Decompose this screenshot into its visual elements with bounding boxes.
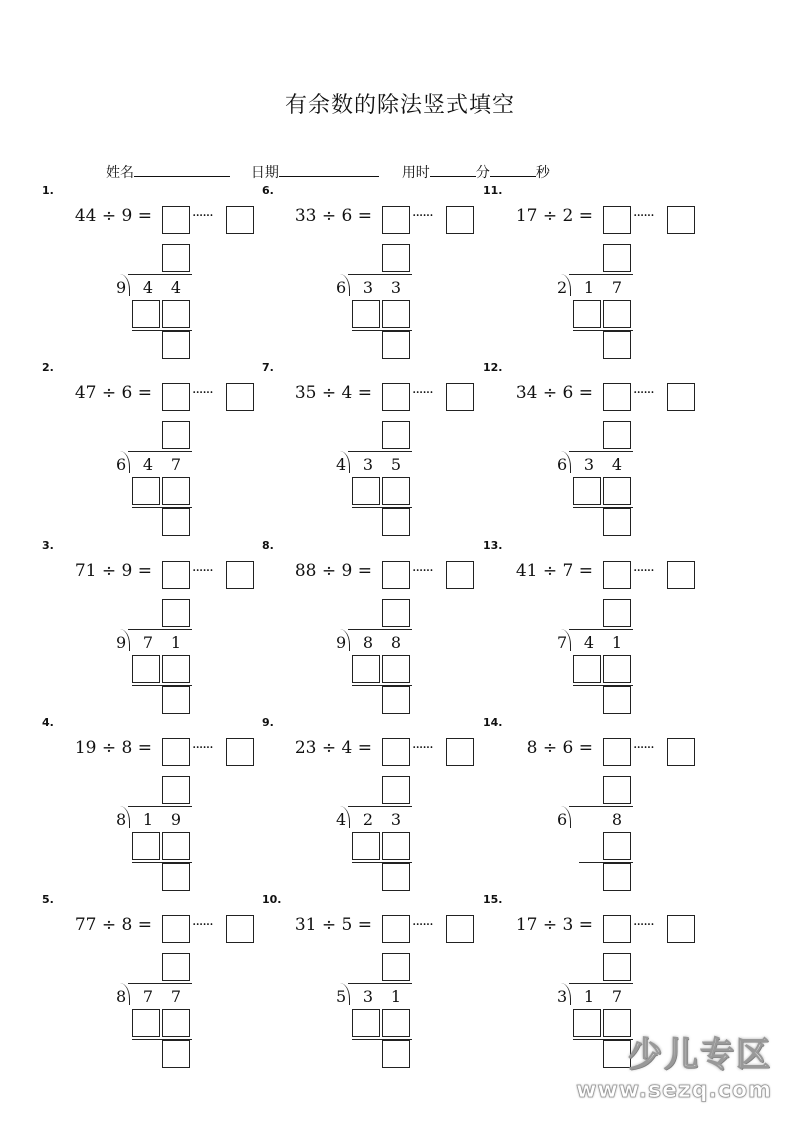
remainder-box[interactable] [162, 863, 190, 891]
divide-sign: ÷ [101, 206, 117, 226]
remainder-answer-box[interactable] [226, 383, 254, 411]
quotient-answer-box[interactable] [603, 561, 631, 589]
quotient-answer-box[interactable] [162, 561, 190, 589]
remainder-answer-box[interactable] [446, 206, 474, 234]
division-bar [569, 451, 633, 452]
division-bracket [340, 629, 350, 651]
quotient-answer-box[interactable] [162, 915, 190, 943]
division-expression [483, 738, 593, 758]
vertical-divisor: 7 [557, 633, 568, 652]
vertical-divisor: 8 [116, 987, 127, 1006]
problem-number: 12. [483, 361, 503, 374]
division-expression [483, 915, 593, 935]
remainder-answer-box[interactable] [446, 561, 474, 589]
division-expression [42, 383, 152, 403]
remainder-dots: ······ [412, 385, 433, 401]
problem-number: 1. [42, 184, 54, 197]
dividend-digit-ones: 9 [170, 810, 182, 829]
dividend-digit-tens: 1 [583, 987, 595, 1006]
dividend-digit-ones: 8 [611, 810, 623, 829]
dividend: 71 [74, 561, 97, 581]
remainder-answer-box[interactable] [226, 561, 254, 589]
vertical-divisor: 9 [116, 633, 127, 652]
division-bracket [561, 806, 571, 828]
divide-sign: ÷ [101, 915, 117, 935]
divide-sign: ÷ [542, 915, 558, 935]
division-bar [128, 274, 192, 275]
division-bracket [120, 983, 130, 1005]
remainder-dots: ······ [192, 740, 213, 756]
dividend: 44 [74, 206, 97, 226]
equals-sign: = [137, 383, 152, 403]
problem-number: 3. [42, 539, 54, 552]
remainder-box[interactable] [603, 686, 631, 714]
product-ones-box[interactable] [603, 300, 631, 328]
date-label: 日期 [250, 165, 279, 181]
dividend-digit-ones: 4 [611, 455, 623, 474]
quotient-answer-box[interactable] [162, 738, 190, 766]
remainder-dots: ······ [412, 208, 433, 224]
problem-number: 11. [483, 184, 503, 197]
division-bar [128, 629, 192, 630]
equals-sign: = [137, 561, 152, 581]
vertical-divisor: 9 [336, 633, 347, 652]
dividend-digit-tens: 1 [583, 278, 595, 297]
divide-sign: ÷ [542, 206, 558, 226]
remainder-dots: ······ [192, 208, 213, 224]
product-ones-box[interactable] [382, 300, 410, 328]
remainder-dots: ······ [192, 917, 213, 933]
equals-sign: = [357, 206, 372, 226]
division-bar [128, 806, 192, 807]
division-expression [262, 206, 372, 226]
problem-14 [483, 716, 723, 891]
division-expression [42, 915, 152, 935]
division-expression [483, 383, 593, 403]
remainder-box[interactable] [162, 331, 190, 359]
product-ones-box[interactable] [382, 832, 410, 860]
divide-sign: ÷ [321, 206, 337, 226]
division-bracket [340, 274, 350, 296]
remainder-box[interactable] [382, 686, 410, 714]
dividend: 88 [294, 561, 317, 581]
problem-8 [262, 539, 502, 714]
equals-sign: = [578, 383, 593, 403]
dividend-digit-tens: 4 [142, 278, 154, 297]
quotient-box[interactable] [603, 599, 631, 627]
remainder-box[interactable] [162, 1040, 190, 1068]
divisor: 6 [341, 206, 353, 226]
dividend-digit-tens: 3 [362, 455, 374, 474]
minute-label: 分 [475, 165, 490, 181]
dividend-digit-ones: 3 [390, 278, 402, 297]
dividend-digit-tens: 8 [362, 633, 374, 652]
dividend-digit-tens: 7 [142, 633, 154, 652]
product-tens-box[interactable] [132, 1009, 160, 1037]
quotient-answer-box[interactable] [382, 206, 410, 234]
vertical-divisor: 6 [116, 455, 127, 474]
problem-number: 6. [262, 184, 274, 197]
division-bracket [561, 983, 571, 1005]
remainder-box[interactable] [603, 331, 631, 359]
division-bar [569, 629, 633, 630]
problem-number: 2. [42, 361, 54, 374]
division-expression [262, 738, 372, 758]
divisor: 3 [562, 915, 574, 935]
time-second-blank[interactable] [490, 164, 536, 177]
divide-sign: ÷ [321, 738, 337, 758]
divide-sign: ÷ [101, 383, 117, 403]
equals-sign: = [357, 915, 372, 935]
dividend: 31 [294, 915, 317, 935]
equals-sign: = [137, 206, 152, 226]
dividend-digit-tens: 4 [142, 455, 154, 474]
dividend: 41 [515, 561, 538, 581]
product-tens-box[interactable] [132, 655, 160, 683]
problem-13 [483, 539, 723, 714]
problem-number: 9. [262, 716, 274, 729]
watermark-logo [576, 1027, 772, 1103]
dividend: 17 [515, 915, 538, 935]
quotient-box[interactable] [603, 776, 631, 804]
divide-sign: ÷ [542, 561, 558, 581]
quotient-answer-box[interactable] [603, 738, 631, 766]
quotient-box[interactable] [162, 421, 190, 449]
remainder-box[interactable] [382, 508, 410, 536]
dividend-digit-ones: 7 [170, 987, 182, 1006]
equals-sign: = [137, 915, 152, 935]
remainder-answer-box[interactable] [226, 206, 254, 234]
product-tens-box[interactable] [352, 477, 380, 505]
division-bar [128, 451, 192, 452]
dividend-digit-ones: 7 [170, 455, 182, 474]
division-expression [262, 383, 372, 403]
dividend-digit-tens: 3 [362, 987, 374, 1006]
remainder-dots: ······ [412, 563, 433, 579]
product-ones-box[interactable] [382, 655, 410, 683]
problem-number: 15. [483, 893, 503, 906]
divide-sign: ÷ [101, 738, 117, 758]
problem-10 [262, 893, 502, 1068]
problem-1 [42, 184, 282, 359]
divisor: 9 [121, 561, 133, 581]
remainder-box[interactable] [382, 331, 410, 359]
product-tens-box[interactable] [132, 477, 160, 505]
division-expression [262, 561, 372, 581]
vertical-divisor: 6 [557, 455, 568, 474]
remainder-answer-box[interactable] [446, 915, 474, 943]
divide-sign: ÷ [321, 383, 337, 403]
quotient-answer-box[interactable] [382, 561, 410, 589]
dividend-digit-ones: 8 [390, 633, 402, 652]
quotient-answer-box[interactable] [382, 915, 410, 943]
equals-sign: = [357, 383, 372, 403]
product-ones-box[interactable] [162, 300, 190, 328]
dividend-digit-ones: 3 [390, 810, 402, 829]
equals-sign: = [578, 738, 593, 758]
divisor: 9 [121, 206, 133, 226]
divide-sign: ÷ [321, 561, 337, 581]
remainder-answer-box[interactable] [226, 738, 254, 766]
remainder-answer-box[interactable] [446, 383, 474, 411]
remainder-box[interactable] [603, 863, 631, 891]
quotient-box[interactable] [382, 599, 410, 627]
divisor: 7 [562, 561, 574, 581]
quotient-answer-box[interactable] [603, 383, 631, 411]
divisor: 4 [341, 738, 353, 758]
division-bar [569, 806, 633, 807]
dividend-digit-tens: 2 [362, 810, 374, 829]
dividend-digit-tens: 7 [142, 987, 154, 1006]
division-bar [348, 629, 412, 630]
remainder-box[interactable] [162, 508, 190, 536]
date-blank[interactable] [279, 164, 379, 177]
dividend: 17 [515, 206, 538, 226]
problem-3 [42, 539, 282, 714]
division-bracket [340, 806, 350, 828]
quotient-box[interactable] [382, 421, 410, 449]
equals-sign: = [357, 738, 372, 758]
division-bar [348, 806, 412, 807]
dividend: 77 [74, 915, 97, 935]
division-expression [42, 206, 152, 226]
problem-number: 8. [262, 539, 274, 552]
dividend-digit-tens: 3 [362, 278, 374, 297]
product-ones-box[interactable] [603, 832, 631, 860]
divisor: 8 [121, 915, 133, 935]
dividend: 33 [294, 206, 317, 226]
division-expression [42, 561, 152, 581]
dividend: 35 [294, 383, 317, 403]
page-title: 有余数的除法竖式填空 [284, 93, 515, 118]
quotient-answer-box[interactable] [382, 383, 410, 411]
quotient-answer-box[interactable] [603, 206, 631, 234]
dividend-digit-ones: 1 [611, 633, 623, 652]
divide-sign: ÷ [542, 738, 558, 758]
vertical-divisor: 3 [557, 987, 568, 1006]
quotient-box[interactable] [162, 599, 190, 627]
vertical-divisor: 8 [116, 810, 127, 829]
remainder-dots: ······ [633, 740, 654, 756]
quotient-answer-box[interactable] [162, 206, 190, 234]
equals-sign: = [137, 738, 152, 758]
product-ones-box[interactable] [162, 655, 190, 683]
equals-sign: = [357, 561, 372, 581]
remainder-dots: ······ [633, 917, 654, 933]
quotient-box[interactable] [382, 776, 410, 804]
equals-sign: = [578, 915, 593, 935]
dividend-digit-tens: 4 [583, 633, 595, 652]
product-ones-box[interactable] [382, 1009, 410, 1037]
dividend-digit-ones: 7 [611, 278, 623, 297]
problem-9 [262, 716, 502, 891]
product-ones-box[interactable] [603, 655, 631, 683]
remainder-dots: ······ [192, 563, 213, 579]
second-label: 秒 [535, 165, 550, 181]
divisor: 6 [121, 383, 133, 403]
quotient-box[interactable] [603, 244, 631, 272]
dividend: 34 [515, 383, 538, 403]
remainder-answer-box[interactable] [667, 561, 695, 589]
divisor: 6 [562, 383, 574, 403]
division-bar [128, 983, 192, 984]
problem-number: 7. [262, 361, 274, 374]
quotient-box[interactable] [162, 953, 190, 981]
problem-number: 14. [483, 716, 503, 729]
dividend: 47 [74, 383, 97, 403]
product-ones-box[interactable] [162, 477, 190, 505]
remainder-answer-box[interactable] [667, 206, 695, 234]
product-ones-box[interactable] [603, 477, 631, 505]
divide-sign: ÷ [542, 383, 558, 403]
product-tens-box[interactable] [132, 300, 160, 328]
divisor: 2 [562, 206, 574, 226]
vertical-divisor: 6 [557, 810, 568, 829]
dividend-digit-ones: 7 [611, 987, 623, 1006]
quotient-answer-box[interactable] [603, 915, 631, 943]
remainder-box[interactable] [382, 863, 410, 891]
division-bar [348, 451, 412, 452]
division-bar [348, 274, 412, 275]
division-bar [569, 274, 633, 275]
problem-number: 5. [42, 893, 54, 906]
equals-sign: = [578, 206, 593, 226]
dividend-digit-ones: 4 [170, 278, 182, 297]
quotient-answer-box[interactable] [162, 383, 190, 411]
dividend-digit-tens: 1 [142, 810, 154, 829]
dividend: 8 [526, 738, 538, 758]
name-blank[interactable] [134, 164, 230, 177]
student-info-row [106, 162, 550, 182]
vertical-divisor: 4 [336, 455, 347, 474]
division-expression [483, 206, 593, 226]
quotient-box[interactable] [382, 244, 410, 272]
problem-7 [262, 361, 502, 536]
remainder-answer-box[interactable] [446, 738, 474, 766]
division-expression [483, 561, 593, 581]
quotient-box[interactable] [382, 953, 410, 981]
divisor: 6 [562, 738, 574, 758]
quotient-box[interactable] [162, 244, 190, 272]
vertical-divisor: 4 [336, 810, 347, 829]
name-label: 姓名 [106, 165, 134, 181]
division-bar [348, 983, 412, 984]
division-bracket [561, 451, 571, 473]
dividend-digit-ones: 1 [170, 633, 182, 652]
division-expression [262, 915, 372, 935]
remainder-dots: ······ [192, 385, 213, 401]
remainder-box[interactable] [382, 1040, 410, 1068]
remainder-answer-box[interactable] [667, 383, 695, 411]
remainder-dots: ······ [412, 740, 433, 756]
time-minute-blank[interactable] [430, 164, 476, 177]
divisor: 5 [341, 915, 353, 935]
quotient-box[interactable] [162, 776, 190, 804]
quotient-box[interactable] [603, 953, 631, 981]
problem-number: 4. [42, 716, 54, 729]
problem-number: 10. [262, 893, 282, 906]
product-tens-box[interactable] [352, 655, 380, 683]
division-expression [42, 738, 152, 758]
division-bracket [120, 274, 130, 296]
problem-12 [483, 361, 723, 536]
product-tens-box[interactable] [573, 655, 601, 683]
dividend: 19 [74, 738, 97, 758]
problem-2 [42, 361, 282, 536]
product-tens-box[interactable] [352, 1009, 380, 1037]
division-bracket [561, 274, 571, 296]
division-bracket [120, 806, 130, 828]
problem-4 [42, 716, 282, 891]
remainder-dots: ······ [412, 917, 433, 933]
remainder-box[interactable] [603, 508, 631, 536]
remainder-dots: ······ [633, 563, 654, 579]
remainder-answer-box[interactable] [226, 915, 254, 943]
vertical-divisor: 2 [557, 278, 568, 297]
remainder-dots: ······ [633, 208, 654, 224]
divisor: 9 [341, 561, 353, 581]
vertical-divisor: 6 [336, 278, 347, 297]
problem-11 [483, 184, 723, 359]
watermark-brand: 少儿专区 [628, 1035, 772, 1075]
product-tens-box[interactable] [352, 300, 380, 328]
dividend: 23 [294, 738, 317, 758]
product-tens-box[interactable] [352, 832, 380, 860]
remainder-dots: ······ [633, 385, 654, 401]
product-tens-box[interactable] [573, 477, 601, 505]
quotient-box[interactable] [603, 421, 631, 449]
remainder-box[interactable] [162, 686, 190, 714]
vertical-divisor: 5 [336, 987, 347, 1006]
product-ones-box[interactable] [382, 477, 410, 505]
dividend-digit-ones: 1 [390, 987, 402, 1006]
division-bracket [561, 629, 571, 651]
watermark-url: www.sezq.com [576, 1078, 772, 1103]
product-ones-box[interactable] [162, 832, 190, 860]
dividend-digit-tens: 3 [583, 455, 595, 474]
problem-number: 13. [483, 539, 503, 552]
division-bracket [120, 451, 130, 473]
division-bracket [340, 451, 350, 473]
divisor: 4 [341, 383, 353, 403]
dividend-digit-ones: 5 [390, 455, 402, 474]
vertical-divisor: 9 [116, 278, 127, 297]
time-label: 用时 [401, 165, 430, 181]
equals-sign: = [578, 561, 593, 581]
remainder-answer-box[interactable] [667, 738, 695, 766]
division-bracket [340, 983, 350, 1005]
remainder-answer-box[interactable] [667, 915, 695, 943]
product-ones-box[interactable] [162, 1009, 190, 1037]
problem-6 [262, 184, 502, 359]
divide-sign: ÷ [321, 915, 337, 935]
product-tens-box[interactable] [573, 300, 601, 328]
product-tens-box[interactable] [132, 832, 160, 860]
division-bracket [120, 629, 130, 651]
divide-sign: ÷ [101, 561, 117, 581]
problem-5 [42, 893, 282, 1068]
divisor: 8 [121, 738, 133, 758]
division-bar [569, 983, 633, 984]
quotient-answer-box[interactable] [382, 738, 410, 766]
